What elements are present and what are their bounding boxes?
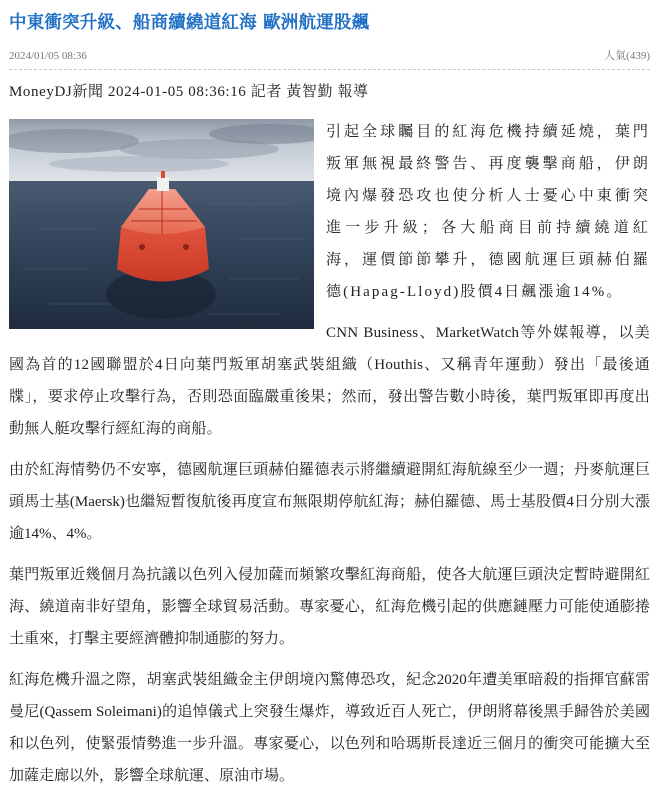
- paragraph-2: CNN Business、MarketWatch等外媒報導，以美國為首的12國聯盟於4日向葉門叛軍胡塞武裝組織（Houthis、又稱青年運動）發出「最後通牒」，要求停止攻擊行為，否則恐面臨嚴重後果；然而，發出警告數小時後，葉門叛軍即再度出動無人艇攻擊行經紅海的商船。: [9, 325, 650, 437]
- paragraph-1: 引起全球矚目的紅海危機持續延燒，葉門叛軍無視最終警告、再度襲擊商船，伊朗境內爆發恐攻也使分析人士憂心中東衝突進一步升級；各大船商目前持續繞道紅海，運價節節攀升，德國航運巨頭赫伯羅德(Hapag-Lloyd)股價4日飆漲逾14%。: [326, 124, 650, 300]
- publish-date: 2024/01/05 08:36: [9, 50, 87, 62]
- paragraph-5: 紅海危機升溫之際，胡塞武裝組織金主伊朗境內驚傳恐攻，紀念2020年遭美軍暗殺的指揮官蘇雷曼尼(Qassem Soleimani)的追悼儀式上突發生爆炸，導致近百人死亡，伊朗將幕後黑手歸咎於美國和以色列，使緊張情勢進一步升溫。專家憂心，以色列和哈瑪斯長達近三個月的衝突可能擴大至加薩走廊以外，影響全球航運、原油市場。: [9, 672, 650, 784]
- byline: MoneyDJ新聞 2024-01-05 08:36:16 記者 黃智勤 報導: [9, 84, 369, 100]
- dashed-divider: [9, 69, 650, 70]
- article-body: [9, 116, 650, 792]
- hero-image-red-tanker[interactable]: [9, 119, 314, 329]
- popularity-count: 人氣(439): [604, 50, 650, 62]
- article-meta: [9, 49, 650, 63]
- paragraph-4: 葉門叛軍近幾個月為抗議以色列入侵加薩而頻繁攻擊紅海商船，使各大航運巨頭決定暫時避開紅海、繞道南非好望角，影響全球貿易活動。專家憂心，紅海危機引起的供應鏈壓力可能使通膨捲土重來，打擊主要經濟體抑制通膨的努力。: [9, 567, 650, 647]
- article-title[interactable]: 中東衝突升級、船商續繞道紅海 歐洲航運股飆: [9, 13, 370, 33]
- paragraph-3: 由於紅海情勢仍不安寧，德國航運巨頭赫伯羅德表示將繼續避開紅海航線至少一週；丹麥航運巨頭馬士基(Maersk)也繼短暫復航後再度宣布無限期停航紅海；赫伯羅德、馬士基股價4日分別大漲逾14%、4%。: [9, 462, 650, 542]
